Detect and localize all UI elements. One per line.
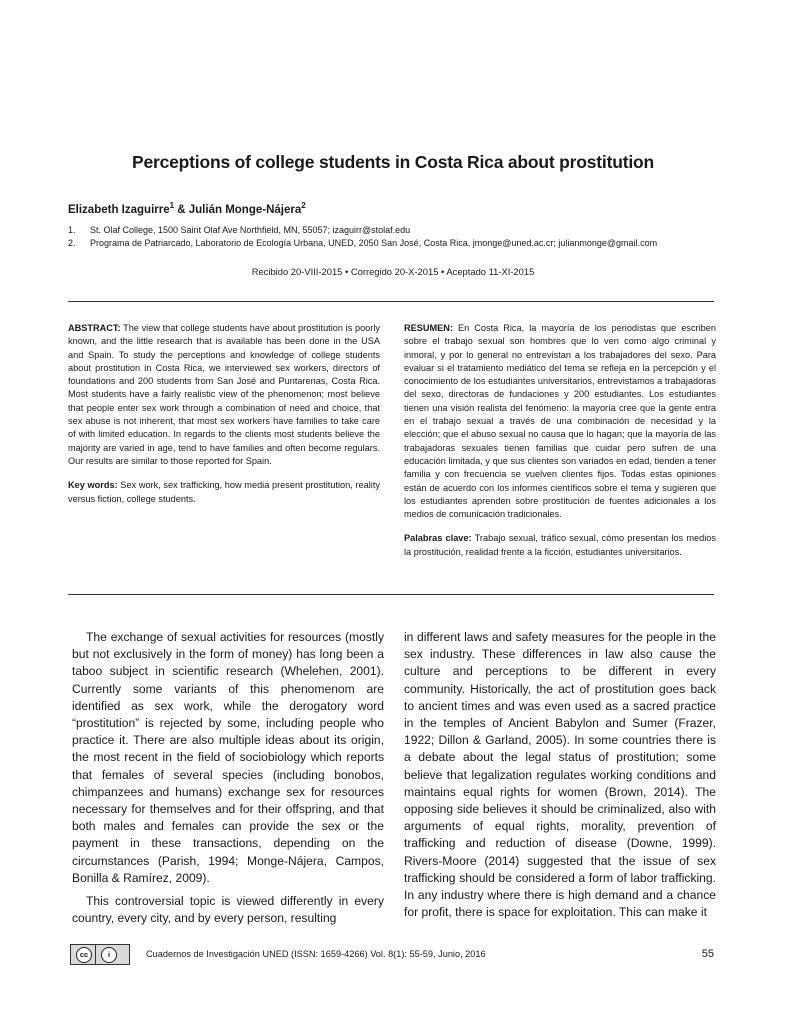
divider-bottom xyxy=(68,594,714,595)
body-paragraph: The exchange of sexual activities for resources (mostly but not exclusively in the form of money) has long been a taboo subject in scientific research (Whelehen, 2001). Currently some variants of this phenomenom are identified as sex work, while the derogatory word “prostitution” is rejected by some, including people who practice it. There are also multiple ideas about its origin, the most recent in the field of sociobiology which reports that females of several species (including bonobos, chimpanzees and humans) exchange sex for resources necessary for themselves and for their offspring, and that both males and females can provide the sex or the payment in these transactions, depending on the circumstances (Parish, 1994; Monge-Nájera, Campos, Bonilla & Ramírez, 2009). xyxy=(72,630,384,885)
abstract-label: ABSTRACT: xyxy=(68,323,121,333)
affiliation-text: St. Olaf College, 1500 Saint Olaf Ave Northfield, MN, 55057; izaguirr@stolaf.edu xyxy=(90,225,411,235)
abstract-text: The view that college students have about prostitution is poorly known, and the little research that is available has been done in the USA and Spain. To study the perceptions and knowledge of college students about prostitution in Costa Rica, we interviewed sex workers, directors of foundations and 200 students from San José and Puntarenas, Costa Rica. Most students have a fairly realistic view of the phenomenon; most believe that people enter sex work through a combination of need and choice, that sex abuse is not inherent, that most sex workers have families to take care of with limited education. In regards to the clients most students believe the majority are varied in age, tend to have families and often become regulars. Our results are similar to those reported for Spain. xyxy=(68,323,380,466)
resumen-paragraph xyxy=(404,322,716,521)
resumen-label: RESUMEN: xyxy=(404,323,454,333)
body-paragraph: This controversial topic is viewed differently in every country, every city, and by every person, resulting xyxy=(72,894,384,926)
affiliation-text: Programa de Patriarcado, Laboratorio de Ecología Urbana, UNED, 2050 San José, Costa Rica, jmonge@uned.ac.cr; julianmonge@gmail.com xyxy=(90,238,658,248)
body-paragraph: in different laws and safety measures for the people in the sex industry. These differences in law also cause the culture and perceptions to be different in every community. Historically, the act of prostitution goes back to ancient times and was even used as a sacred practice in the temples of Ancient Babylon and Sumer (Frazer, 1922; Dillon & Garland, 2005). In some countries there is a debate about the legal status of prostitution; some believe that legalization regulates working conditions and maintains equal rights for women (Brown, 2014). The opposing side believes it should be criminalized, also with arguments of equal rights, morality, prevention of trafficking and reduction of disease (Downe, 1999). Rivers-Moore (2014) suggested that the issue of sex trafficking should be considered a form of labor trafficking. In any industry where there is high demand and a chance for profit, there is space for exploitation. This can make it xyxy=(404,630,716,920)
palabras-clave xyxy=(404,532,716,559)
body-column-right xyxy=(404,629,716,921)
author-line xyxy=(68,201,306,216)
page-footer xyxy=(70,944,716,964)
keywords-text: Sex work, sex trafficking, how media present prostitution, reality versus fiction, college students. xyxy=(68,480,380,504)
keywords-label: Key words: xyxy=(68,480,118,491)
affiliation-2 xyxy=(68,238,728,248)
resumen-text: En Costa Rica, la mayoría de los periodistas que escriben sobre el trabajo sexual son hombres que lo ven como algo criminal y inmoral, y por lo general no entrevistan a los trabajadores del sexo. Para evaluar si el tratamiento mediático del tema se refleja en la percepción y el conocimiento de los estudiantes universitarios, entrevistamos a trabajadoras del sexo, directoras de fundaciones y 200 estudiantes. Los estudiantes tienen una visión realista del fenómeno: la mayoría cree que la gente entra en el trabajo sexual a través de una combinación de necesidad y la elección; que el abuso sexual no causa que lo hagan; que la mayoría de las trabajadoras sexuales tienen familias que cuidar pero sufren de una educación limitada, y que sus clientes son variados en edad, tienden a tener familia y con frecuencia se vuelven clientes fijos. Todas estas opiniones están de acuerdo con los informes científicos sobre el tema y sugieren que los estudiantes aprenden sobre prostitución de fuentes adicionales a los medios de comunicación tradicionales. xyxy=(404,323,716,520)
creative-commons-badge[interactable] xyxy=(70,944,130,965)
attribution-icon: i xyxy=(101,947,117,963)
article-title: Perceptions of college students in Costa Rica about prostitution xyxy=(132,152,654,172)
affiliation-number: 2. xyxy=(68,238,76,248)
abstract-spanish xyxy=(404,322,716,559)
submission-dates: Recibido 20-VIII-2015 • Corregido 20-X-2015 • Aceptado 11-XI-2015 xyxy=(251,266,535,277)
palabras-clave-text: Trabajo sexual, tráfico sexual, cómo presentan los medios la prostitución, realidad frente a la ficción, estudiantes universitarios. xyxy=(404,533,716,557)
cc-icon: cc xyxy=(76,947,92,963)
affiliation-number: 1. xyxy=(68,225,76,235)
author-name: Elizabeth Izaguirre xyxy=(68,203,170,216)
keywords xyxy=(68,479,380,506)
badge-divider xyxy=(95,945,96,964)
page-number: 55 xyxy=(701,948,714,960)
body-column-left xyxy=(72,629,384,927)
abstract-english xyxy=(68,322,380,506)
author-separator: & xyxy=(174,203,189,216)
author-name: Julián Monge-Nájera xyxy=(188,203,302,216)
journal-citation: Cuadernos de Investigación UNED (ISSN: 1659-4266) Vol. 8(1): 55-59, Junio, 2016 xyxy=(146,949,486,959)
abstract-paragraph xyxy=(68,322,380,468)
author-superscript: 1 xyxy=(169,201,175,210)
palabras-clave-label: Palabras clave: xyxy=(404,533,472,544)
divider-top xyxy=(68,301,714,302)
affiliation-1 xyxy=(68,225,728,235)
author-superscript: 2 xyxy=(301,201,306,210)
